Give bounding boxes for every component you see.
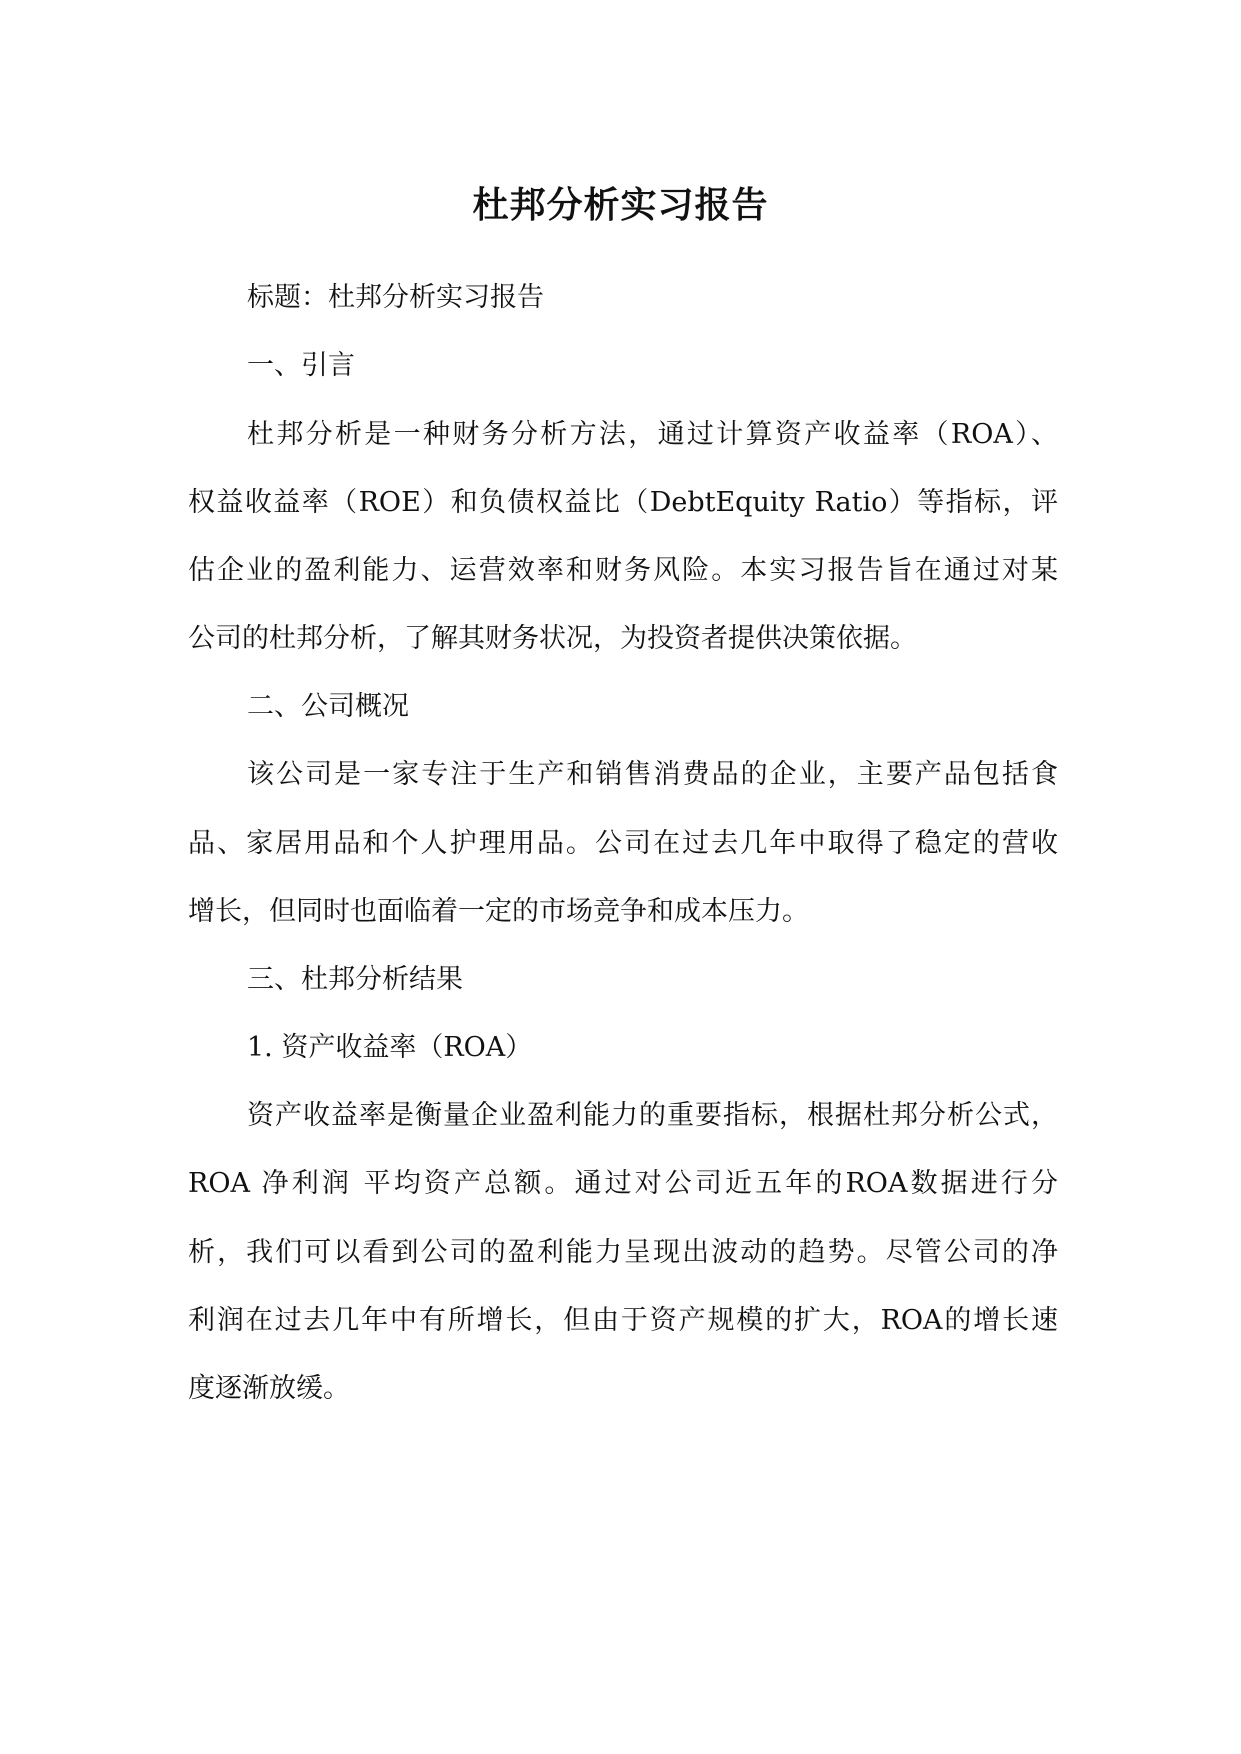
document-title: 杜邦分析实习报告 bbox=[472, 184, 769, 226]
paragraph-line: 杜邦分析是一种财务分析方法，通过计算资产收益率（ROA）、 bbox=[247, 419, 1058, 450]
paragraph-line: 该公司是一家专注于生产和销售消费品的企业，主要产品包括食 bbox=[247, 759, 1058, 790]
paragraph-line: 资产收益率是衡量企业盈利能力的重要指标，根据杜邦分析公式， bbox=[247, 1100, 1058, 1131]
paragraph-line: ROA 净利润 平均资产总额。通过对公司近五年的ROA数据进行分 bbox=[188, 1168, 1058, 1199]
paragraph-line: 利润在过去几年中有所增长，但由于资产规模的扩大，ROA的增长速 bbox=[188, 1305, 1058, 1336]
paragraph-line: 度逐渐放缓。 bbox=[188, 1373, 350, 1404]
paragraph-line: 公司的杜邦分析，了解其财务状况，为投资者提供决策依据。 bbox=[188, 623, 917, 654]
section-heading-company-overview: 二、公司概况 bbox=[247, 691, 409, 722]
paragraph-line: 析，我们可以看到公司的盈利能力呈现出波动的趋势。尽管公司的净 bbox=[188, 1237, 1058, 1268]
section-heading-introduction: 一、引言 bbox=[247, 350, 355, 381]
paragraph-line: 品、家居用品和个人护理用品。公司在过去几年中取得了稳定的营收 bbox=[188, 828, 1058, 859]
subtitle-line: 标题：杜邦分析实习报告 bbox=[247, 282, 544, 313]
paragraph-line: 增长，但同时也面临着一定的市场竞争和成本压力。 bbox=[188, 896, 809, 927]
section-heading-dupont-results: 三、杜邦分析结果 bbox=[247, 964, 463, 995]
paragraph-line: 权益收益率（ROE）和负债权益比（DebtEquity Ratio）等指标，评 bbox=[188, 487, 1058, 518]
paragraph-line: 估企业的盈利能力、运营效率和财务风险。本实习报告旨在通过对某 bbox=[188, 555, 1058, 586]
subsection-heading-roa: 1. 资产收益率（ROA） bbox=[247, 1032, 533, 1063]
